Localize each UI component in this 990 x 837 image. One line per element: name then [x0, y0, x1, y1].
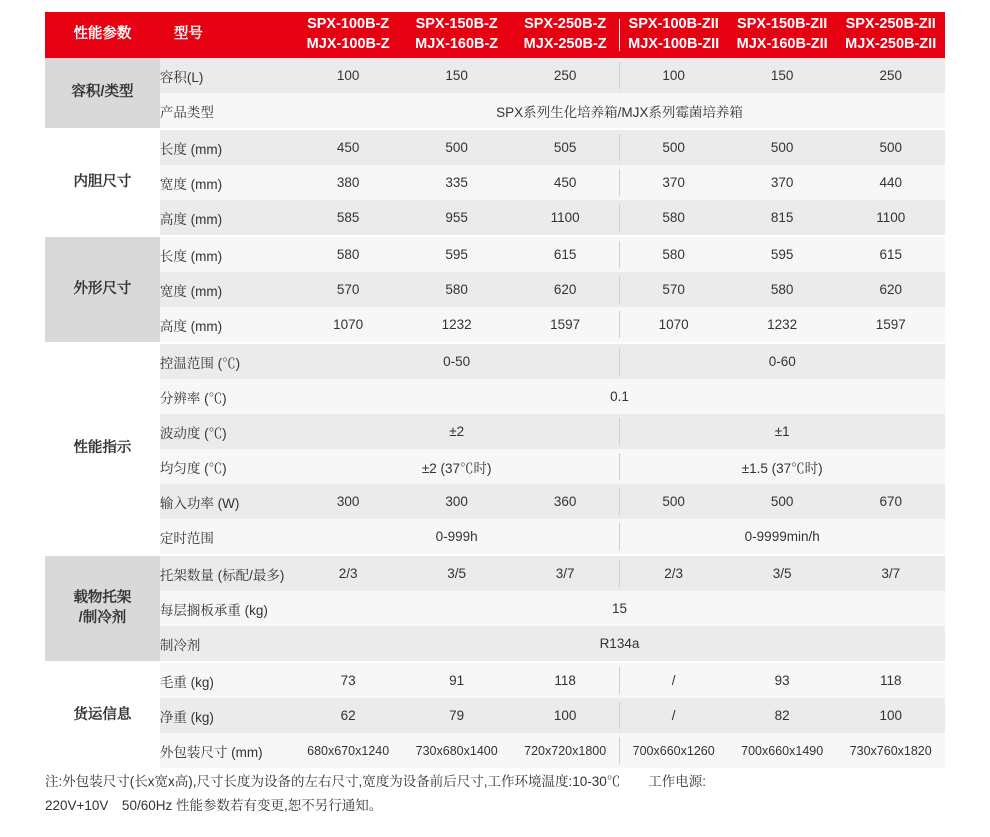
cell: 720x720x1800: [511, 733, 620, 768]
cell: 250: [836, 58, 945, 93]
cell: 2/3: [294, 556, 403, 591]
cell: 500: [619, 130, 728, 165]
cell: 500: [619, 484, 728, 519]
footnote-text-1b: 工作电源:: [648, 774, 707, 789]
header-col-4: [619, 12, 728, 58]
row-label: 外包装尺寸 (mm): [160, 733, 294, 768]
cell-half-left: 0-50: [294, 344, 620, 379]
table-row: [45, 556, 945, 591]
cell-half-right: 0-60: [619, 344, 945, 379]
cell: 300: [294, 484, 403, 519]
cell: 335: [402, 165, 511, 200]
header-col-5-line1: SPX-150B-ZII: [737, 16, 828, 33]
cell: 1070: [619, 307, 728, 342]
cell: 615: [836, 237, 945, 272]
table-row: [45, 414, 945, 449]
cell: 580: [294, 237, 403, 272]
cell-half-right: 0-9999min/h: [619, 519, 945, 554]
cell: 79: [402, 698, 511, 733]
cell: 1597: [836, 307, 945, 342]
cell: 93: [728, 663, 837, 698]
row-label: 长度 (mm): [160, 130, 294, 165]
cell: 620: [511, 272, 620, 307]
table-row: [45, 344, 945, 379]
table-row: [45, 626, 945, 661]
row-label: 托架数量 (标配/最多): [160, 556, 294, 591]
table-row: [45, 130, 945, 165]
cell: 1597: [511, 307, 620, 342]
cell: 500: [728, 484, 837, 519]
header-col-5: [728, 12, 837, 58]
cell: 595: [402, 237, 511, 272]
header-col-3: [511, 12, 620, 58]
cell: 2/3: [619, 556, 728, 591]
footnote-line-1: [45, 770, 945, 794]
header-col-1: [294, 12, 403, 58]
cell: 670: [836, 484, 945, 519]
cell: 730x760x1820: [836, 733, 945, 768]
row-label: 宽度 (mm): [160, 272, 294, 307]
header-col-6-line1: SPX-250B-ZII: [845, 16, 936, 33]
row-label: 定时范围: [160, 519, 294, 554]
cell: 700x660x1260: [619, 733, 728, 768]
cell: 955: [402, 200, 511, 235]
row-label: 长度 (mm): [160, 237, 294, 272]
row-label: 容积(L): [160, 58, 294, 93]
group-label-performance: 性能指示: [45, 344, 160, 554]
table-row: [45, 733, 945, 768]
cell: 815: [728, 200, 837, 235]
row-label: 每层搁板承重 (kg): [160, 591, 294, 626]
group-label-line2: /制冷剂: [78, 609, 127, 626]
cell-span: 0.1: [294, 379, 945, 414]
cell: 700x660x1490: [728, 733, 837, 768]
table-row: [45, 200, 945, 235]
header-row: [45, 12, 945, 58]
header-col-3-line2: MJX-250B-Z: [523, 36, 607, 52]
group-label-inner-size: 内胆尺寸: [45, 130, 160, 235]
table-header: [45, 12, 945, 58]
group-label-line1: 载物托架: [73, 589, 132, 606]
cell: 595: [728, 237, 837, 272]
row-label: 高度 (mm): [160, 200, 294, 235]
cell: 1070: [294, 307, 403, 342]
row-label: 分辨率 (℃): [160, 379, 294, 414]
cell: 580: [619, 237, 728, 272]
cell: 150: [402, 58, 511, 93]
table-row: [45, 272, 945, 307]
cell-half-left: ±2 (37℃时): [294, 449, 620, 484]
cell: 370: [619, 165, 728, 200]
cell: 73: [294, 663, 403, 698]
row-label: 输入功率 (W): [160, 484, 294, 519]
cell: 62: [294, 698, 403, 733]
cell: 3/7: [511, 556, 620, 591]
footnote: [45, 770, 945, 819]
group-label-capacity: 容积/类型: [45, 58, 160, 128]
cell: 1100: [836, 200, 945, 235]
cell: 730x680x1400: [402, 733, 511, 768]
row-label: 净重 (kg): [160, 698, 294, 733]
row-label: 控温范围 (℃): [160, 344, 294, 379]
table-row: [45, 93, 945, 128]
row-label: 波动度 (℃): [160, 414, 294, 449]
cell: 100: [294, 58, 403, 93]
header-col-1-line1: SPX-100B-Z: [307, 16, 390, 33]
cell: 100: [619, 58, 728, 93]
table-row: [45, 591, 945, 626]
cell: 3/5: [728, 556, 837, 591]
header-col-4-line1: SPX-100B-ZII: [628, 16, 719, 33]
table-row: [45, 165, 945, 200]
cell: 505: [511, 130, 620, 165]
cell: 620: [836, 272, 945, 307]
cell-half-right: ±1.5 (37℃时): [619, 449, 945, 484]
table-row: [45, 698, 945, 733]
group-label-outer-size: 外形尺寸: [45, 237, 160, 342]
row-label: 高度 (mm): [160, 307, 294, 342]
header-param: 性能参数: [45, 12, 160, 58]
cell: 615: [511, 237, 620, 272]
header-col-1-line2: MJX-100B-Z: [306, 36, 390, 52]
header-col-4-line2: MJX-100B-ZII: [628, 36, 720, 52]
cell: 500: [728, 130, 837, 165]
table-body: [45, 58, 945, 768]
specification-table: [45, 12, 945, 768]
cell: 118: [836, 663, 945, 698]
cell-span: 15: [294, 591, 945, 626]
cell-half-left: ±2: [294, 414, 620, 449]
table-row: [45, 379, 945, 414]
cell: 1232: [402, 307, 511, 342]
table-row: [45, 663, 945, 698]
cell: 580: [728, 272, 837, 307]
cell: 300: [402, 484, 511, 519]
row-label: 宽度 (mm): [160, 165, 294, 200]
cell: /: [619, 663, 728, 698]
cell: 570: [619, 272, 728, 307]
cell-half-right: ±1: [619, 414, 945, 449]
cell-half-left: 0-999h: [294, 519, 620, 554]
table-row: [45, 237, 945, 272]
cell: 440: [836, 165, 945, 200]
header-col-5-line2: MJX-160B-ZII: [736, 36, 828, 52]
cell: 3/5: [402, 556, 511, 591]
cell: 82: [728, 698, 837, 733]
cell: 570: [294, 272, 403, 307]
cell: 680x670x1240: [294, 733, 403, 768]
cell: 3/7: [836, 556, 945, 591]
cell: 250: [511, 58, 620, 93]
cell: 100: [511, 698, 620, 733]
cell-span: R134a: [294, 626, 945, 661]
row-label: 制冷剂: [160, 626, 294, 661]
cell: 1100: [511, 200, 620, 235]
footnote-text-1: 注:外包装尺寸(长x宽x高),尺寸长度为设备的左右尺寸,宽度为设备前后尺寸,工作环境温度:10-30℃: [45, 774, 621, 789]
header-col-2: [402, 12, 511, 58]
cell: 380: [294, 165, 403, 200]
cell: 150: [728, 58, 837, 93]
header-model: 型号: [160, 12, 294, 58]
cell: 91: [402, 663, 511, 698]
group-label-rack-refrigerant: [45, 556, 160, 661]
header-col-6: [836, 12, 945, 58]
cell: 585: [294, 200, 403, 235]
cell: 500: [836, 130, 945, 165]
cell: 580: [619, 200, 728, 235]
header-col-6-line2: MJX-250B-ZII: [845, 36, 937, 52]
table-row: [45, 449, 945, 484]
footnote-line-2: 220V+10V 50/60Hz 性能参数若有变更,恕不另行通知。: [45, 798, 383, 814]
table-row: [45, 519, 945, 554]
spec-sheet: [45, 12, 945, 768]
table-row: [45, 484, 945, 519]
cell: 1232: [728, 307, 837, 342]
group-label-shipping: 货运信息: [45, 663, 160, 768]
row-label: 产品类型: [160, 93, 294, 128]
cell: 360: [511, 484, 620, 519]
header-col-2-line2: MJX-160B-Z: [415, 36, 499, 52]
header-col-2-line1: SPX-150B-Z: [415, 16, 498, 33]
cell: /: [619, 698, 728, 733]
header-col-3-line1: SPX-250B-Z: [524, 16, 607, 33]
cell-span: SPX系列生化培养箱/MJX系列霉菌培养箱: [294, 93, 945, 128]
cell: 450: [294, 130, 403, 165]
cell: 100: [836, 698, 945, 733]
table-row: [45, 58, 945, 93]
cell: 500: [402, 130, 511, 165]
cell: 580: [402, 272, 511, 307]
row-label: 均匀度 (℃): [160, 449, 294, 484]
table-row: [45, 307, 945, 342]
row-label: 毛重 (kg): [160, 663, 294, 698]
cell: 370: [728, 165, 837, 200]
cell: 118: [511, 663, 620, 698]
cell: 450: [511, 165, 620, 200]
